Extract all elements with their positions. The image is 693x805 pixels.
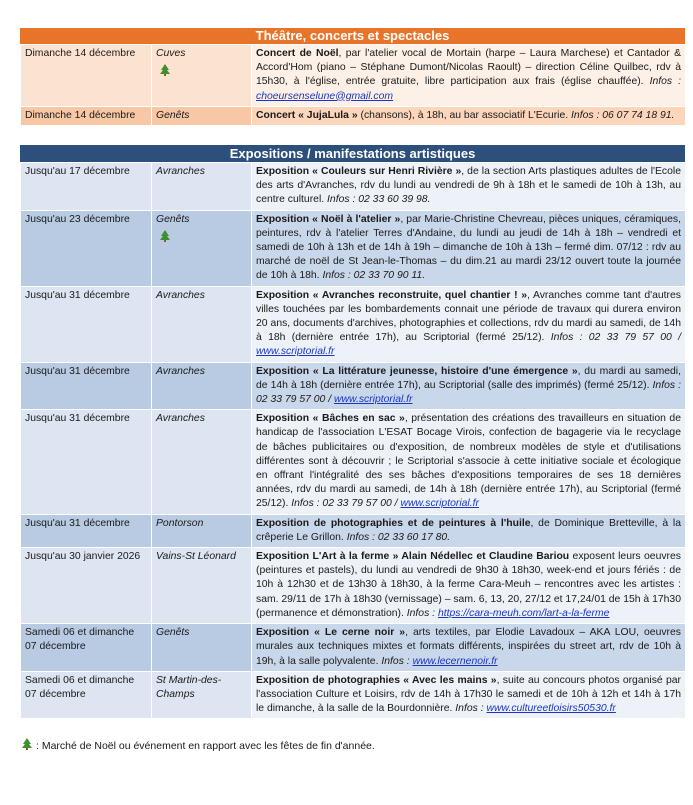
event-text: , Avranches comme tant d'autres villes touchées par les bombardements connait une période de travaux qui durera environ 20 ans, documents d'archives, photographies et collections, rdv du mardi au samedi, de 14h à 18h (dernière entrée 17h), au Scriptorial (fermé 25/12). [256,289,681,344]
event-place-text: Genêts [156,627,190,639]
event-place-text: Genêts [156,213,190,225]
event-place [152,106,252,125]
table-row [21,514,686,547]
expos-header: Expositions / manifestations artistiques [20,145,685,162]
event-info: Infos : [649,76,682,88]
event-date: Jusqu'au 31 décembre [21,286,152,362]
event-place [152,624,252,672]
event-description [252,210,686,286]
event-title: Exposition de photographies « Avec les mains » [256,674,497,686]
event-info: Infos : [381,655,410,667]
event-date: Dimanche 14 décembre [21,45,152,107]
event-description [252,671,686,719]
table-row [21,106,686,125]
event-link[interactable]: www.cultureetloisirs50530.fr [486,703,616,715]
event-place [152,163,252,211]
table-row [21,410,686,514]
event-title: Concert de Noël [256,48,339,59]
expos-section [20,145,685,719]
christmas-tree-icon [160,230,170,242]
event-place-text: Vains-St Léonard [156,551,236,563]
event-date: Dimanche 14 décembre [21,106,152,125]
event-text: , par l'atelier vocal de Mortain (harpe – Laura Marchese) et Cantador & Accord'Hom (piano – Stéphane Dumont/Nicolas Raoult) – direction Céline Quilbec, rdv à 15h30, à l'église, entrée gratuite, libre participation aux frais (église chauffée). [256,48,681,88]
table-row [21,362,686,410]
table-row [21,624,686,672]
event-link[interactable]: www.scriptorial.fr [256,346,335,358]
event-info: Infos : 06 07 74 18 91. [571,109,675,121]
event-place-text: St Martin-des-Champs [156,674,222,700]
event-place [152,410,252,514]
event-place-text: Avranches [156,289,205,301]
event-info: Infos : 02 33 79 57 00 / [291,498,398,510]
event-title: Exposition « La littérature jeunesse, histoire d'une émergence » [256,365,578,377]
event-place-text: Cuves [156,48,186,59]
event-info: Infos : 02 33 79 57 00 / [256,379,681,406]
event-title: Concert « JujaLula » [256,109,358,121]
event-link[interactable]: https://cara-meuh.com/lart-a-la-ferme [437,607,610,619]
table-row [21,286,686,362]
event-title: Exposition « Avranches reconstruite, quel chantier ! » [256,289,527,301]
event-place [152,514,252,547]
event-text: , du mardi au samedi, de 14h à 18h (dernière entrée 17h), au Scriptorial (salle des imprimés) (fermé 25/12). [256,365,681,391]
table-row [21,548,686,624]
event-place-text: Genêts [156,109,190,121]
event-text: (chansons), à 18h, au bar associatif L'Ecurie. [357,109,569,121]
event-title: Exposition « Bâches en sac » [256,413,405,425]
event-info: Infos : [455,703,484,715]
event-place [152,210,252,286]
event-description [252,106,686,125]
event-date: Jusqu'au 31 décembre [21,410,152,514]
event-link[interactable]: www.scriptorial.fr [334,394,413,406]
event-place-text: Pontorson [156,517,204,529]
event-place-text: Avranches [156,365,205,377]
table-row [21,163,686,211]
event-title: Exposition « Le cerne noir » [256,627,406,639]
event-text: , arts textiles, par Elodie Lavadoux – AKA LOU, oeuvres murales aux techniques mixtes et formats différents, inspirées du street art, rdv de 10h à 19h, à la salle polyvalente. [256,627,681,667]
event-title: Exposition « Couleurs sur Henri Rivière » [256,166,462,177]
event-place-text: Avranches [156,413,205,425]
event-description [252,163,686,211]
event-link[interactable]: www.lecernenoir.fr [412,655,498,667]
event-place [152,671,252,719]
event-text: , de la section Arts plastiques adultes de l'Ecole des arts d'Avranches, rdv du lundi au vendredi de 9h à 18h et le samedi de 10h à 13h, au centre culturel. [256,166,681,206]
event-info: Infos : [406,607,436,619]
event-description [252,548,686,624]
table-row [21,671,686,719]
event-description [252,286,686,362]
event-date: Jusqu'au 30 janvier 2026 [21,548,152,624]
event-place [152,362,252,410]
event-info: Infos : 02 33 60 17 80. [346,531,451,543]
event-info: Infos : 02 33 79 57 00 / [550,332,681,344]
christmas-tree-icon [160,64,170,76]
event-info: Infos : 02 33 60 39 98. [327,194,431,206]
event-info: Infos : 02 33 70 90 11. [322,270,426,282]
event-text: , suite au concours photos organisé par l'association Culture et Loisirs, rdv de 14h à 17h30 le samedi et de 10h à 12h et 14h à 17h le dimanche, à la salle de la Bourdonnière. [256,674,681,715]
event-title: Exposition de photographies et de peintures à l'huile [256,517,531,529]
event-description [252,410,686,514]
footnote [22,738,375,752]
event-title: Exposition L'Art à la ferme » Alain Nédellec et Claudine Bariou [256,551,570,563]
event-text: exposent leurs oeuvres (peintures et pastels), du lundi au vendredi de 9h30 à 18h30, week-end et jours fériés : de 10h à 12h30 et de 13h30 à 18h30, à la ferme Cara-Meuh – rencontres avec les artistes : sam. 29/11 de 17h à 18h30 (vernissage) – sam. 6, 13, 20, 27/12 et 17,24/01 de 15h à 17h30 (permanence et démonstration). [256,551,681,619]
event-description [252,362,686,410]
event-text: , de Dominique Bretteville, à la crêperie Le Grillon. [256,517,681,543]
event-place-text: Avranches [156,166,205,177]
event-description [252,624,686,672]
footnote-text: : Marché de Noël ou événement en rapport avec les fêtes de fin d'année. [36,740,375,752]
event-description [252,45,686,107]
event-title: Exposition « Noël à l'atelier » [256,213,401,225]
event-date: Jusqu'au 31 décembre [21,362,152,410]
event-link[interactable]: www.scriptorial.fr [400,498,479,510]
event-date: Jusqu'au 31 décembre [21,514,152,547]
event-place [152,45,252,107]
theatre-table [20,44,686,126]
table-row [21,210,686,286]
event-date: Jusqu'au 23 décembre [21,210,152,286]
event-text: , par Marie-Christine Chevreau, pièces uniques, céramiques, peintures, rdv à l'atelier Terres d'Andaine, du lundi au jeudi de 14h à 18h – vendredi et samedi de 10h à 13h et de 14h à 19h – dimanche de 10h à 13h – fermé dim. 07/12 : rdv au marché de noël de St Jean-le-Thomas – du dim.21 au mardi 23/12 ouvert toute la journée de 10h à 18h. [256,213,681,282]
event-place [152,286,252,362]
event-date: Jusqu'au 17 décembre [21,163,152,211]
event-text: , présentation des créations des travailleurs en situation de handicap de l'association L'ESAT Bocage Virois, confection de bagagerie via le recyclage de bâches publicitaires ou d'exposition, de nombreux modèles de style et d'utilisations différentes sont à découvrir ; le Scriptorial s'associe à cette initiative sociale et écologique en offrant l'intégralité des ses bâches d'expositions temporaires de ses 18 dernières années, rdv du mardi au samedi, de 14h à 18h (dernière entrée 17h), au Scriptorial (fermé 25/12). [256,413,681,510]
expos-table [20,162,686,719]
table-row [21,45,686,107]
event-place [152,548,252,624]
event-date: Samedi 06 et dimanche 07 décembre [21,624,152,672]
theatre-section [20,28,685,126]
event-date: Samedi 06 et dimanche 07 décembre [21,671,152,719]
event-description [252,514,686,547]
event-link[interactable]: choeursenselune@gmail.com [256,90,394,102]
theatre-header: Théâtre, concerts et spectacles [20,28,685,44]
christmas-tree-icon [22,738,32,750]
